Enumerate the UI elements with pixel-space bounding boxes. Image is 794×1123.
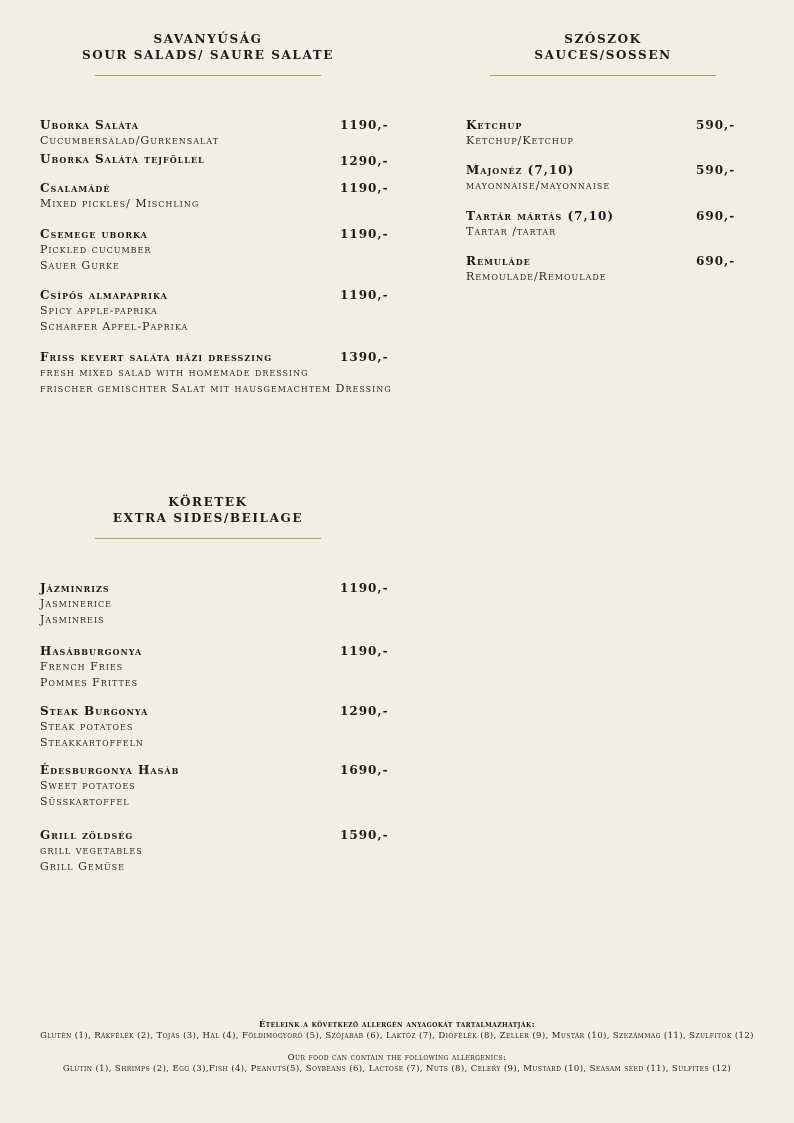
item-desc: frischer gemischter Salat mit hausgemachtem Dressing bbox=[40, 382, 392, 395]
menu-item bbox=[466, 162, 610, 194]
allergen-list-hu: Glutén (1), Rákfélék (2), Tojás (3), Hal (4), Földimogyoró (5), Szójabab (6), Laktóz (7), Diófélék (8), Zeller (9), Mustár (10), Szezámmag (11), Szulfitok (12) bbox=[40, 1031, 754, 1041]
item-name: Csípős almapaprika bbox=[40, 288, 168, 302]
item-desc: Pommes Frittes bbox=[40, 676, 139, 689]
allergen-title-en: Our food can contain the following allergenics: bbox=[287, 1053, 507, 1063]
item-desc: Sauer Gurke bbox=[40, 259, 120, 272]
menu-item bbox=[40, 349, 392, 397]
item-desc: Grill Gemüse bbox=[40, 860, 125, 873]
menu-item bbox=[40, 762, 179, 810]
section-title: KÖRETEK bbox=[168, 495, 248, 509]
section-title: SZÓSZOK bbox=[564, 32, 642, 46]
item-desc: Steakkartoffeln bbox=[40, 736, 144, 749]
item-name: Csalamádé bbox=[40, 181, 111, 195]
item-desc: Sweet potatoes bbox=[40, 779, 136, 792]
footer-spacer bbox=[30, 1042, 764, 1053]
menu-item bbox=[40, 287, 188, 335]
item-desc: mayonnaise/mayonnaise bbox=[466, 179, 611, 192]
item-name: Remuláde bbox=[466, 254, 531, 268]
menu-item bbox=[40, 827, 143, 875]
menu-item bbox=[40, 580, 112, 628]
section-subtitle: SAUCES/SOSSEN bbox=[534, 48, 672, 62]
section-divider bbox=[490, 75, 716, 76]
item-price: 1590,- bbox=[340, 828, 389, 842]
allergen-footer bbox=[30, 1020, 764, 1075]
item-desc: Steak potatoes bbox=[40, 720, 134, 733]
menu-item bbox=[40, 226, 151, 274]
item-price: 1190,- bbox=[340, 581, 389, 595]
item-price: 1690,- bbox=[340, 763, 389, 777]
item-desc: Tartar /tartar bbox=[466, 225, 557, 238]
item-desc: Ketchup/Ketchup bbox=[466, 134, 574, 147]
item-desc: Jasminreis bbox=[40, 613, 105, 626]
menu-item bbox=[466, 117, 574, 149]
item-desc: Cucumbersalad/Gurkensalat bbox=[40, 134, 220, 147]
item-price: 1190,- bbox=[340, 644, 389, 658]
item-price: 1190,- bbox=[340, 227, 389, 241]
item-desc: Scharfer Apfel-Paprika bbox=[40, 320, 189, 333]
item-desc: Mixed pickles/ Mischling bbox=[40, 197, 200, 210]
section-header-sides bbox=[60, 494, 356, 539]
item-desc: French Fries bbox=[40, 660, 124, 673]
item-name: Majonéz (7,10) bbox=[466, 163, 575, 177]
allergen-title-hu: Ételeink a következő allergén anyagokat tartalmazhatják: bbox=[258, 1020, 536, 1030]
item-price: 590,- bbox=[696, 118, 736, 132]
item-price: 1390,- bbox=[340, 350, 389, 364]
item-price: 1190,- bbox=[340, 288, 389, 302]
item-price: 690,- bbox=[696, 209, 736, 223]
section-subtitle: SOUR SALADS/ SAURE SALATE bbox=[82, 48, 334, 62]
item-price: 690,- bbox=[696, 254, 736, 268]
item-desc: Remoulade/Remoulade bbox=[466, 270, 607, 283]
item-desc: fresh mixed salad with homemade dressing bbox=[40, 366, 309, 379]
menu-item bbox=[40, 151, 205, 167]
item-name: Édesburgonya Hasáb bbox=[40, 763, 180, 777]
item-name: Ketchup bbox=[466, 118, 523, 132]
item-name: Steak Burgonya bbox=[40, 704, 149, 718]
item-desc: Jasminerice bbox=[40, 597, 113, 610]
section-divider bbox=[95, 75, 321, 76]
menu-item bbox=[40, 117, 219, 149]
menu-item bbox=[40, 643, 142, 691]
menu-item bbox=[466, 208, 614, 240]
item-price: 1290,- bbox=[340, 154, 389, 168]
item-price: 1190,- bbox=[340, 181, 389, 195]
item-price: 1190,- bbox=[340, 118, 389, 132]
item-name: Tartár mártás (7,10) bbox=[466, 209, 615, 223]
allergen-list-en: Glutin (1), Shrimps (2), Egg (3),Fish (4), Peanuts(5), Soybeans (6), Lactose (7), Nuts (8), Celery (9), Mustard (10), Seasam seed (11), Sulfites (12) bbox=[62, 1064, 732, 1074]
item-name: Csemege uborka bbox=[40, 227, 148, 241]
item-price: 590,- bbox=[696, 163, 736, 177]
item-desc: Süsskartoffel bbox=[40, 795, 130, 808]
section-subtitle: EXTRA SIDES/BEILAGE bbox=[112, 511, 304, 525]
menu-item bbox=[40, 703, 148, 751]
item-name: Friss kevert saláta házi dresszing bbox=[40, 350, 273, 364]
item-name: Grill zöldség bbox=[40, 828, 134, 842]
item-name: Uborka Saláta bbox=[40, 118, 139, 132]
item-desc: grill vegetables bbox=[40, 844, 143, 857]
section-divider bbox=[95, 538, 321, 539]
item-desc: Pickled cucumber bbox=[40, 243, 152, 256]
menu-item bbox=[466, 253, 607, 285]
section-title: SAVANYÚSÁG bbox=[153, 32, 263, 46]
item-name: Uborka Saláta tejföllel bbox=[40, 152, 205, 166]
section-header-sour bbox=[60, 31, 356, 76]
item-price: 1290,- bbox=[340, 704, 389, 718]
menu-item bbox=[40, 180, 199, 212]
item-name: Hasábburgonya bbox=[40, 644, 143, 658]
section-header-sauces bbox=[490, 31, 716, 76]
item-name: Jázminrizs bbox=[40, 581, 110, 595]
item-desc: Spicy apple-paprika bbox=[40, 304, 158, 317]
